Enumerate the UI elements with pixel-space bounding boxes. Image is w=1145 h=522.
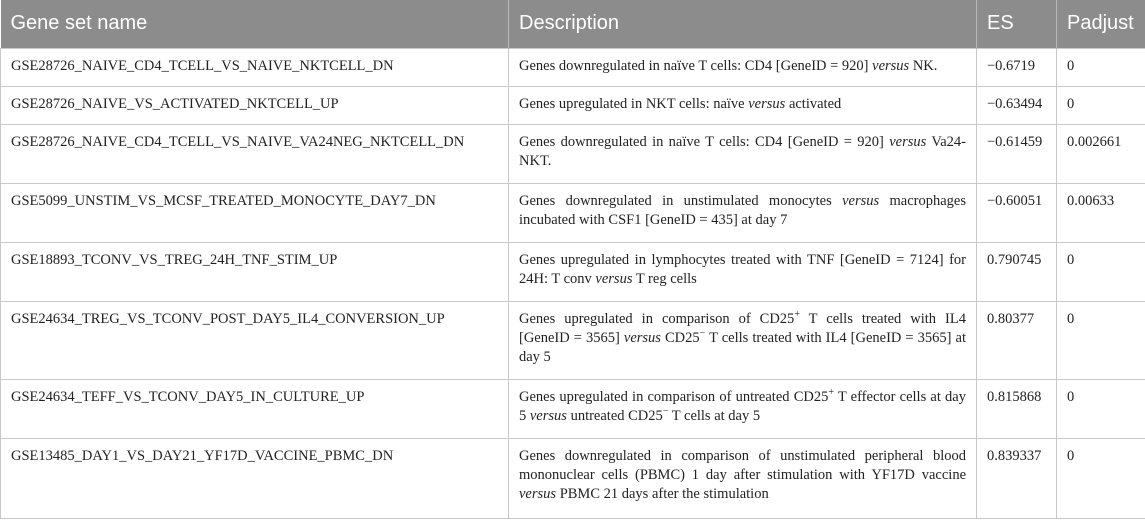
header-description: Description xyxy=(509,0,977,48)
description-text: Genes downregulated in naïve T cells: CD4 [GeneID = 920] xyxy=(519,133,890,150)
header-padjust: Padjust xyxy=(1057,0,1145,48)
cell-padjust: 0.002661 xyxy=(1057,124,1145,183)
description-emphasis: versus xyxy=(623,329,661,346)
cell-gene-set-name: GSE24634_TEFF_VS_TCONV_DAY5_IN_CULTURE_UP xyxy=(1,379,509,438)
cell-padjust: 0 xyxy=(1057,86,1145,124)
cell-padjust: 0 xyxy=(1057,48,1145,86)
description-text: T cells treated with IL4 [GeneID = 3565] at day 5 xyxy=(519,329,966,365)
table-row xyxy=(1,183,1145,242)
description-text: Genes downregulated in naïve T cells: CD4 [GeneID = 920] xyxy=(519,57,873,74)
cell-gene-set-name: GSE5099_UNSTIM_VS_MCSF_TREATED_MONOCYTE_DAY7_DN xyxy=(1,183,509,242)
cell-es: 0.815868 xyxy=(977,379,1057,438)
table-row xyxy=(1,242,1145,301)
header-row xyxy=(1,0,1145,48)
description-emphasis: versus xyxy=(842,192,880,209)
cell-es: 0.80377 xyxy=(977,301,1057,379)
cell-gene-set-name: GSE13485_DAY1_VS_DAY21_YF17D_VACCINE_PBMC_DN xyxy=(1,438,509,518)
description-emphasis: versus xyxy=(519,485,557,502)
description-text: Genes downregulated in comparison of unstimulated peripheral blood mononuclear cells (PBMC) 1 day after stimulation with YF17D vaccine xyxy=(519,447,966,483)
description-emphasis: versus xyxy=(529,407,567,424)
cell-padjust: 0 xyxy=(1057,301,1145,379)
cell-description xyxy=(509,48,977,86)
description-text: untreated CD25 xyxy=(566,407,663,424)
header-gene-set-name: Gene set name xyxy=(1,0,509,48)
description-emphasis: versus xyxy=(889,133,927,150)
table-row xyxy=(1,48,1145,86)
description-emphasis: versus xyxy=(748,95,786,112)
table-header xyxy=(1,0,1145,48)
cell-gene-set-name: GSE28726_NAIVE_CD4_TCELL_VS_NAIVE_NKTCELL_DN xyxy=(1,48,509,86)
description-text: T effector cells at day 5 xyxy=(519,388,966,424)
cell-padjust: 0 xyxy=(1057,438,1145,518)
cell-padjust: 0 xyxy=(1057,242,1145,301)
description-text: Genes upregulated in comparison of CD25 xyxy=(519,310,795,327)
cell-description xyxy=(509,242,977,301)
description-text: Genes upregulated in lymphocytes treated with TNF [GeneID = 7124] for 24H: T conv xyxy=(519,251,966,287)
header-es: ES xyxy=(977,0,1057,48)
cell-es: −0.6719 xyxy=(977,48,1057,86)
cell-padjust: 0 xyxy=(1057,379,1145,438)
description-superscript: − xyxy=(662,405,669,417)
table-row xyxy=(1,438,1145,518)
cell-gene-set-name: GSE28726_NAIVE_VS_ACTIVATED_NKTCELL_UP xyxy=(1,86,509,124)
table-row xyxy=(1,124,1145,183)
description-superscript: − xyxy=(699,327,706,339)
cell-es: 0.839337 xyxy=(977,438,1057,518)
description-superscript: + xyxy=(828,386,834,398)
description-text: T cells at day 5 xyxy=(668,407,761,424)
description-text: Va24- NKT. xyxy=(519,133,966,169)
cell-es: −0.60051 xyxy=(977,183,1057,242)
description-text: Genes upregulated in comparison of untreated CD25 xyxy=(519,388,829,405)
description-superscript: + xyxy=(794,308,800,320)
description-text: T reg cells xyxy=(632,270,697,287)
cell-gene-set-name: GSE24634_TREG_VS_TCONV_POST_DAY5_IL4_CONVERSION_UP xyxy=(1,301,509,379)
cell-padjust: 0.00633 xyxy=(1057,183,1145,242)
cell-description xyxy=(509,379,977,438)
cell-es: 0.790745 xyxy=(977,242,1057,301)
description-text: NK. xyxy=(909,57,938,74)
description-text: activated xyxy=(785,95,842,112)
description-text: Genes downregulated in unstimulated monocytes xyxy=(519,192,843,209)
description-text: CD25 xyxy=(660,329,700,346)
description-emphasis: versus xyxy=(595,270,633,287)
cell-es: −0.63494 xyxy=(977,86,1057,124)
description-text: PBMC 21 days after the stimulation xyxy=(556,485,769,502)
cell-description xyxy=(509,438,977,518)
description-text: Genes upregulated in NKT cells: naïve xyxy=(519,95,749,112)
description-emphasis: versus xyxy=(872,57,910,74)
cell-gene-set-name: GSE28726_NAIVE_CD4_TCELL_VS_NAIVE_VA24NEG_NKTCELL_DN xyxy=(1,124,509,183)
table-row xyxy=(1,379,1145,438)
cell-description xyxy=(509,86,977,124)
cell-description xyxy=(509,301,977,379)
table-body xyxy=(1,48,1145,518)
table-row xyxy=(1,301,1145,379)
cell-description xyxy=(509,183,977,242)
table-row xyxy=(1,86,1145,124)
cell-gene-set-name: GSE18893_TCONV_VS_TREG_24H_TNF_STIM_UP xyxy=(1,242,509,301)
cell-es: −0.61459 xyxy=(977,124,1057,183)
description-text: T cells treated with IL4 [GeneID = 3565] xyxy=(519,310,966,346)
description-text: macrophages incubated with CSF1 [GeneID = 435] at day 7 xyxy=(519,192,966,228)
cell-description xyxy=(509,124,977,183)
